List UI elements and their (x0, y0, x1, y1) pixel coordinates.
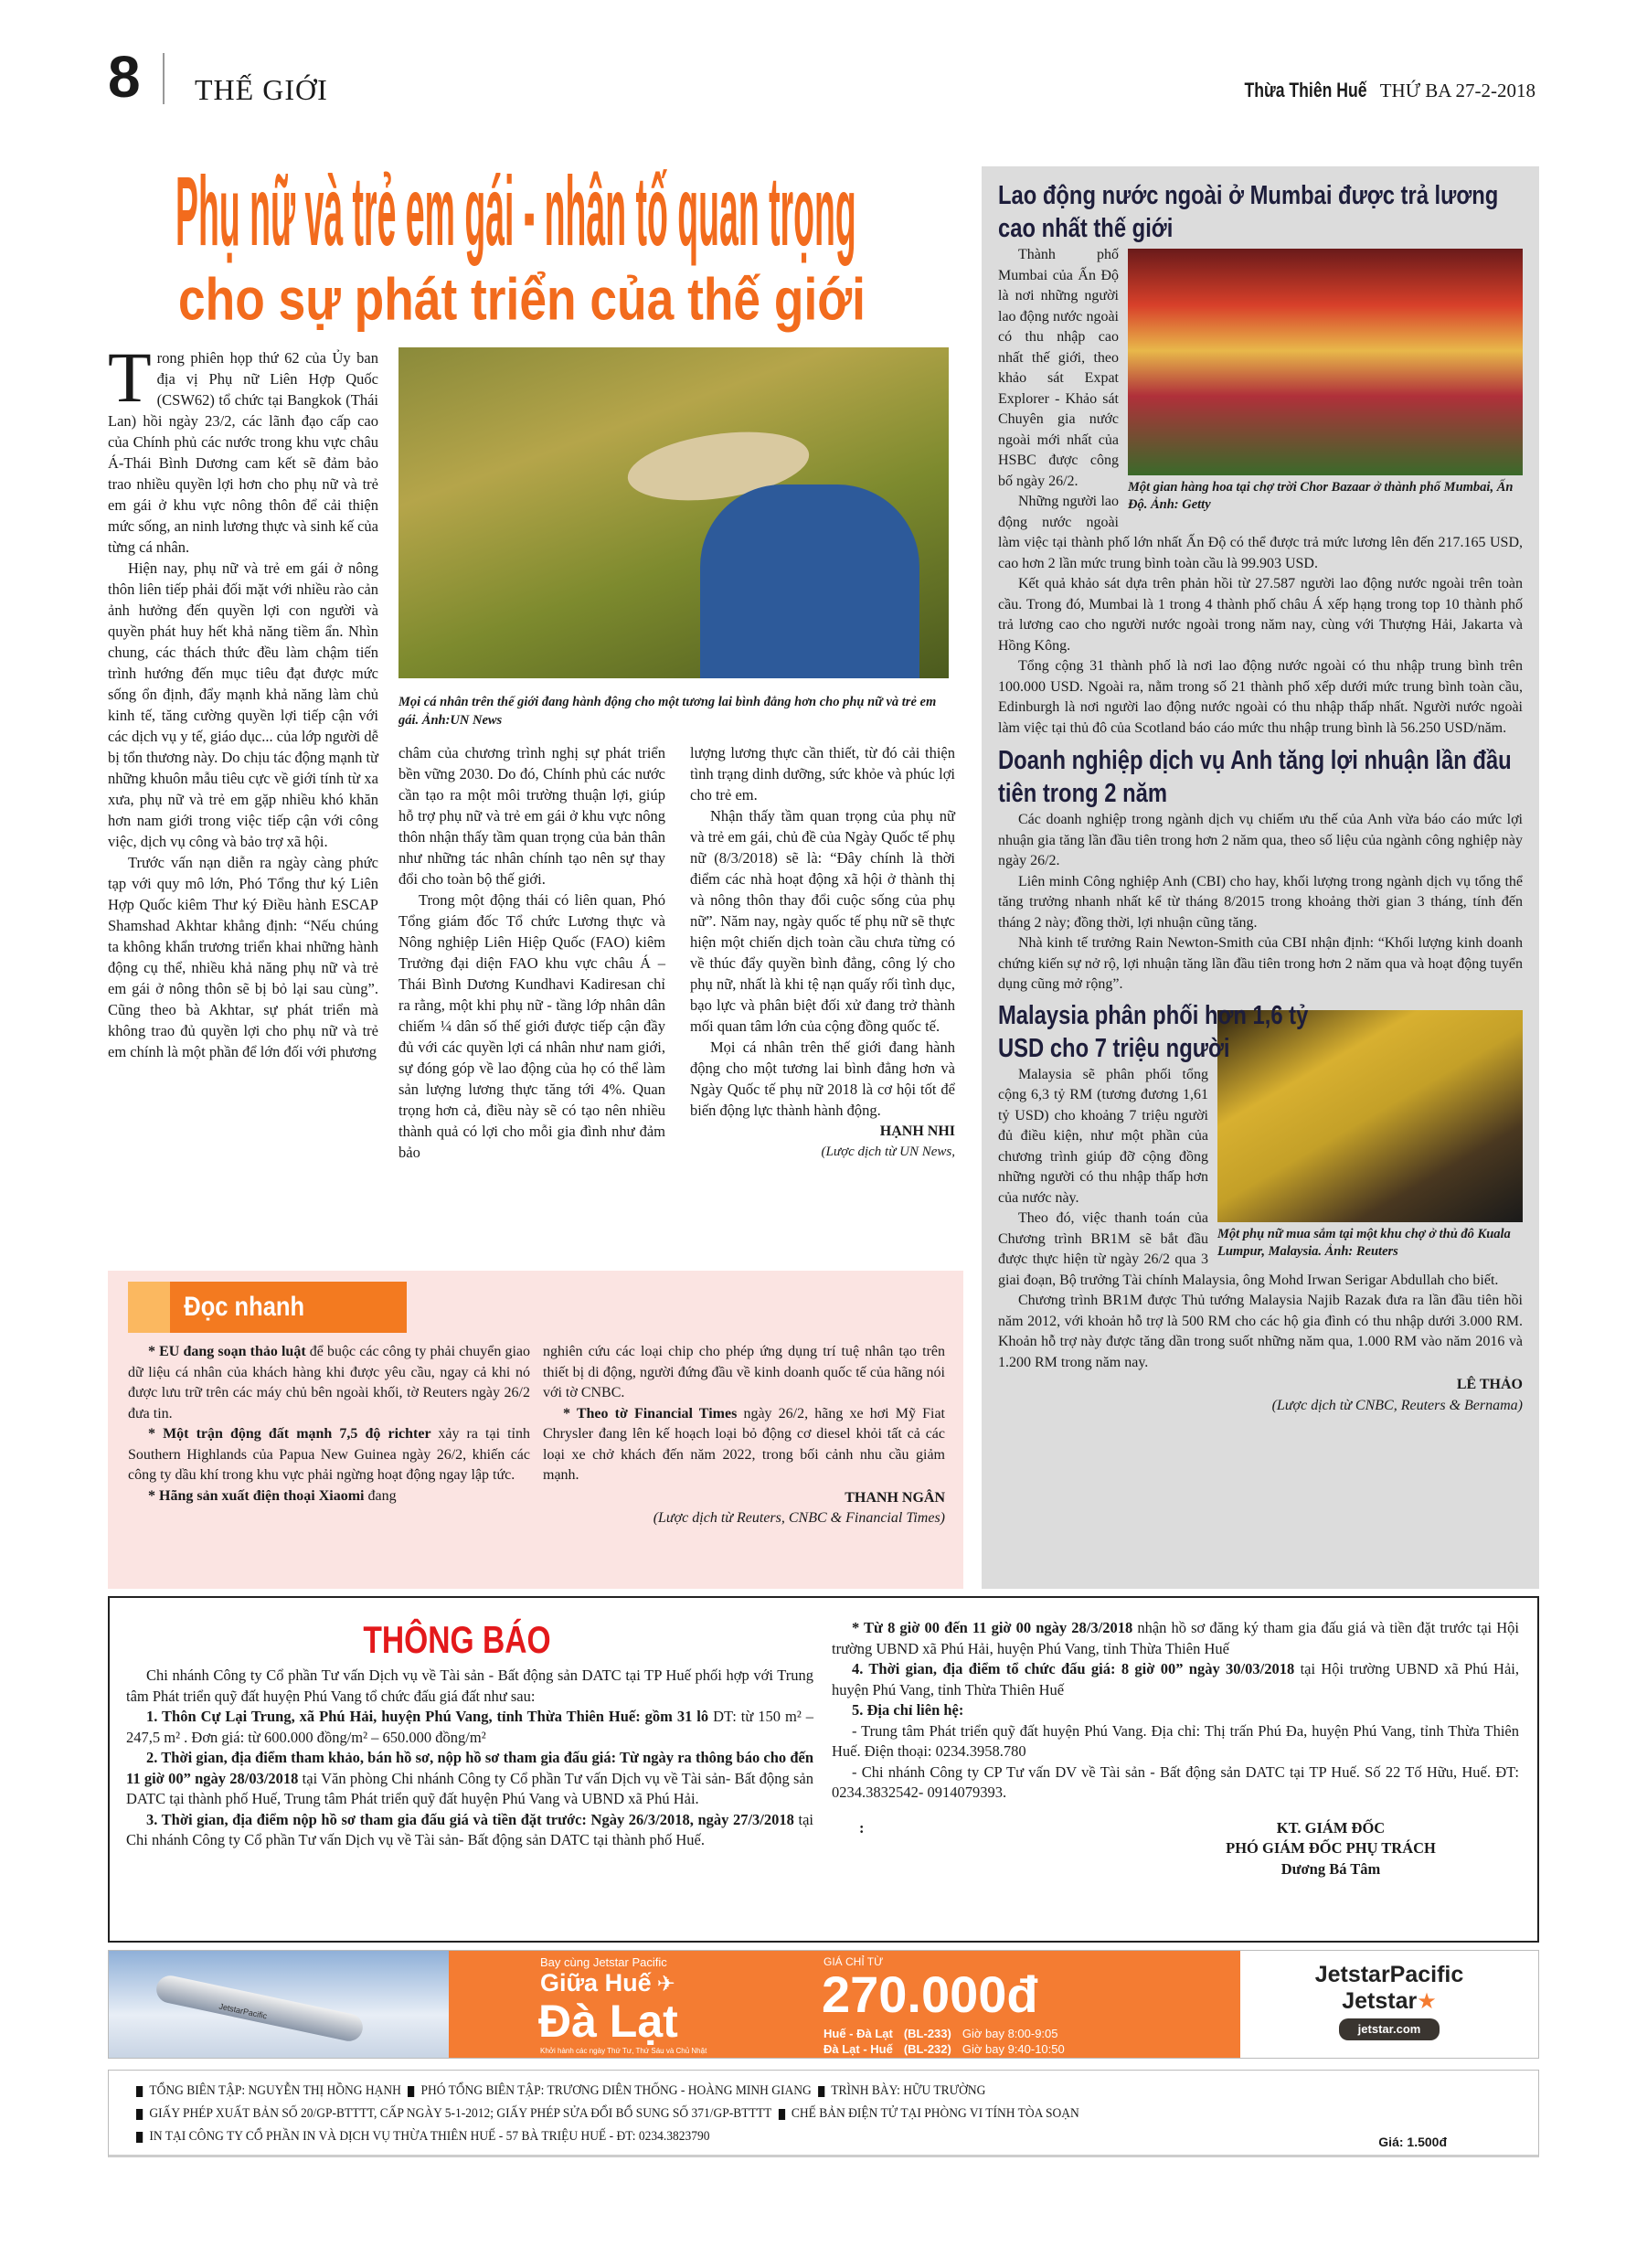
quick-read-column-1 (128, 1342, 530, 1507)
flight-2-route: Đà Lạt - Huế (824, 2042, 893, 2056)
paragraph: Trước vấn nạn diễn ra ngày càng phức tạp với quy mô lớn, Phó Tổng thư ký Liên Hợp Quốc kiêm Thư ký Điều hành ESCAP Shamshad Akhtar khẳng định: “Nếu chúng ta không khẩn trương triển khai những hành động cụ thể, nhiều khả năng phụ nữ và trẻ em gái ở nông thôn sẽ bị bỏ lại sau cùng”. Cũng theo bà Akhtar, sự phát triển mà không trao đủ quyền lợi cho phụ nữ và trẻ em chính là một phần để lớn đối với phương (108, 854, 378, 1060)
headline-line1: Phụ nữ và trẻ em gái - nhân tố quan trọng (175, 157, 856, 267)
masthead (1214, 79, 1535, 102)
colon: : (859, 1818, 865, 1837)
flight-2-time: Giờ bay 9:40-10:50 (962, 2042, 1065, 2056)
ad-offer (449, 1951, 1240, 2058)
paragraph-lead: * EU đang soạn thảo luật (148, 1344, 310, 1359)
paragraph-lead: 2. Thời gian, địa điểm tham khảo, bán hồ sơ, nộp hồ sơ tham gia đấu giá: Từ ngày ra thông báo cho đến 11 giờ 00” ngày 28/03/2018 (126, 1749, 813, 1787)
notice-column-1 (126, 1666, 813, 1851)
paragraph: 4. Thời gian, địa điểm tổ chức đấu giá: 8 giờ 00” ngày 30/03/2018 tại Hội trường UBND xã Phú Hải, huyện Phú Vang, tỉnh Thừa Thiên Huế (832, 1660, 1519, 1698)
paragraph: Theo đó, việc thanh toán của Chương trình BR1M sẽ bắt đầu được thực hiện từ ngày 26/2 qua 3 giai đoạn, Bộ trưởng Tài chính Malaysia, ông Mohd Irwan Serigar Abdullah cho biết. (998, 1210, 1499, 1288)
author: THANH NGÂN (845, 1489, 945, 1506)
paragraph-lead: 3. Thời gian, địa điểm nộp hồ sơ tham gia đấu giá và tiền đặt trước: Ngày 26/3/2018, ngày 27/3/2018 (146, 1810, 799, 1828)
paragraph: Tổng cộng 31 thành phố là nơi lao động nước ngoài có thu nhập trung bình trên 100.000 USD. Ngoài ra, nằm trong số 21 thành phố xếp dưới mức trung bình toàn cầu, Edinburgh là nơi người lao động nước ngoài có thu nhập thấp nhất. Người nước ngoài làm việc tại thủ đô của Scotland báo cáo mức thu nhập trung bình là 56.250 USD/năm. (998, 658, 1523, 736)
mumbai-flower-stall-photo (1128, 249, 1523, 475)
mumbai-photo-figure (1128, 249, 1523, 514)
farmer-photo (398, 347, 949, 678)
ad-route-2: Đà Lạt (538, 1996, 678, 2047)
paragraph-lead: * Hãng sản xuất điện thoại Xiaomi (148, 1487, 368, 1504)
flight-1-code: (BL-233) (903, 2027, 951, 2040)
printer-info: IN TẠI CÔNG TY CỔ PHẦN IN VÀ DỊCH VỤ THỪA THIÊN HUẾ - 57 BÀ TRIỆU HUẾ - ĐT: 0234.3823790 (149, 2129, 710, 2144)
paragraph: Malaysia sẽ phân phối tổng cộng 6,3 tỷ RM (tương đương 1,61 tỷ USD) cho khoảng 7 triệu người đủ điều kiện, như một phần của chương trình giúp đỡ cộng đồng những người có thu nhập thấp hơn của nước này. (998, 1066, 1208, 1206)
jetstar-logo-panel (1240, 1951, 1538, 2058)
paragraph: - Trung tâm Phát triển quỹ đất huyện Phú Vang. Địa chỉ: Thị trấn Phú Đa, huyện Phú Vang, tỉnh Thừa Thiên Huế. Điện thoại: 0234.3958.780 (832, 1721, 1519, 1760)
paragraph: 1. Thôn Cự Lại Trung, xã Phú Hải, huyện Phú Vang, tỉnh Thừa Thiên Huế: gồm 31 lô DT: từ 150 m² – 247,5 m² . Đơn giá: từ 600.000 đồng/m² – 650.000 đồng/m² (126, 1708, 813, 1746)
notice-box (108, 1596, 1539, 1943)
paragraph: * Theo tờ Financial Times ngày 26/2, hãng xe hơi Mỹ Fiat Chrysler đang lên kế hoạch loại bỏ động cơ diesel khỏi tất cả các loại xe chở khách đến năm 2022, trong bối cảnh nhu cầu giảm mạnh. (543, 1405, 945, 1483)
section-title: THẾ GIỚI (195, 73, 328, 106)
paragraph-lead: 4. Thời gian, địa điểm tổ chức đấu giá: 8 giờ 00” ngày 30/03/2018 (852, 1660, 1301, 1677)
plane-livery: JetstarPacific (218, 2001, 269, 2021)
story-title: Malaysia phân phối hơn 1,6 tỷ USD cho 7 triệu người (998, 1000, 1309, 1063)
photo-caption: Một gian hàng hoa tại chợ trời Chor Bazaar ở thành phố Mumbai, Ấn Độ. Ảnh: Getty (1128, 480, 1514, 512)
article-column-3 (690, 742, 955, 1163)
drop-cap: T (108, 337, 152, 417)
paragraph-lead: * Theo tờ Financial Times (563, 1405, 744, 1421)
paragraph: Thành phố Mumbai của Ấn Độ là nơi những người lao động nước ngoài có thu nhập cao nhất thế giới, theo khảo sát Expat Explorer - Khảo sát Chuyên gia nước ngoài mới nhất của HSBC được công bố ngày 26/2. (998, 247, 1119, 489)
editor-in-chief: TỔNG BIÊN TẬP: NGUYỄN THỊ HỒNG HẠNH (149, 2083, 401, 2098)
paragraph: Kết quả khảo sát dựa trên phản hồi từ 27.587 người lao động nước ngoài trên toàn cầu. Trong đó, Mumbai là 1 trong 4 thành phố châu Á xếp hạng trong top 10 thành phố trả lương cao cho người nước ngoài trong năm nay, cùng với Thượng Hải, Jakarta và Hồng Kông. (998, 576, 1523, 654)
publishing-license: GIẤY PHÉP XUẤT BẢN SỐ 20/GP-BTTTT, CẤP NGÀY 5-1-2012; GIẤY PHÉP SỬA ĐỔI BỔ SUNG SỐ 371/GP-BTTTT (149, 2106, 772, 2121)
paragraph: Chi nhánh Công ty Cổ phần Tư vấn Dịch vụ về Tài sản - Bất động sản DATC tại TP Huế phối hợp với Trung tâm Phát triển quỹ đất huyện Phú Vang tổ chức đấu giá đất như sau: (126, 1666, 813, 1705)
issue-date: THỨ BA 27-2-2018 (1379, 80, 1535, 101)
paragraph: - Chi nhánh Công ty CP Tư vấn DV về Tài sản - Bất động sản DATC tại TP Huế. Số 22 Tố Hữu, Huế. ĐT: 0234.3832542- 0914079393. (832, 1762, 1519, 1801)
paragraph: châm của chương trình nghị sự phát triển bền vững 2030. Do đó, Chính phủ các nước cần tạo ra một môi trường thuận lợi, giúp hỗ trợ phụ nữ và trẻ em gái ở khu vực nông thôn nhận thấy tầm quan trọng của bản thân như những tác nhân chính tạo nên sự thay đổi cho toàn bộ thế giới. (398, 744, 665, 888)
signer-name: Dương Bá Tâm (1280, 1859, 1381, 1878)
story-title: Lao động nước ngoài ở Mumbai được trả lương cao nhất thế giới (998, 181, 1499, 243)
paragraph: 3. Thời gian, địa điểm nộp hồ sơ tham gia đấu giá và tiền đặt trước: Ngày 26/3/2018, ngày 27/3/2018 tại Chi nhánh Công ty Cổ phần Tư vấn Dịch vụ về Tài sản- Bất động sản DATC tại thành phố Huế. (126, 1810, 813, 1848)
ad-price: 270.000đ (822, 1965, 1038, 2023)
paragraph (832, 1700, 1519, 1721)
quick-read-column-2 (543, 1342, 945, 1529)
header-divider (163, 53, 165, 104)
airplane-image (109, 1951, 449, 2058)
paragraph: rong phiên họp thứ 62 của Ủy ban địa vị Phụ nữ Liên Hợp Quốc (CSW62) tổ chức tại Bangkok (Thái Lan) hồi ngày 23/2, các lãnh đạo cấp cao của Chính phủ các nước trong khu vực châu Á-Thái Bình Dương cam kết sẽ đảm bảo trao nhiều quyền lợi hơn cho phụ nữ và trẻ em gái ở khu vực nông thôn để cải thiện mức sống, an ninh lương thực và sinh kế của từng cá nhân. (108, 349, 378, 556)
author: HẠNH NHI (879, 1123, 955, 1139)
paragraph: * Một trận động đất mạnh 7,5 độ richter xảy ra tại tỉnh Southern Highlands của Papua New Guinea ngày 26/2, khiến các công ty dầu khí trong khu vực phải ngừng hoạt động ngay lập tức. (128, 1426, 531, 1483)
article-column-2 (398, 742, 665, 1163)
paragraph: Mọi cá nhân trên thế giới đang hành động cho một tương lai bình đẳng hơn và Ngày Quốc tế phụ nữ 2018 là cơ hội tốt để biến động lực thành hành động. (690, 1038, 955, 1119)
quick-read-label (128, 1282, 407, 1333)
flight-1-route: Huế - Đà Lạt (824, 2027, 893, 2040)
cover-price: Giá: 1.500đ (1378, 2135, 1447, 2149)
newspaper-brand: Thừa Thiên Huế (1244, 79, 1367, 101)
article-column-1 (108, 337, 378, 1062)
typesetting-credit: CHẾ BẢN ĐIỆN TỬ TẠI PHÒNG VI TÍNH TÒA SOẠN (791, 2106, 1079, 2121)
layout-credit: TRÌNH BÀY: HỮU TRƯỜNG (831, 2083, 986, 2098)
ad-route-1: Giữa Huế (540, 1969, 652, 1996)
paragraph: * Từ 8 giờ 00 đến 11 giờ 00 ngày 28/3/2018 nhận hồ sơ đăng ký tham gia đấu giá và tiền đặt trước tại Hội trường UBND xã Phú Hải, huyện Phú Vang, tỉnh Thừa Thiên Huế (832, 1619, 1519, 1657)
paragraph: Trong một động thái có liên quan, Phó Tổng giám đốc Tổ chức Lương thực và Nông nghiệp Liên Hiệp Quốc (FAO) kiêm Trưởng đại diện FAO khu vực châu Á – Thái Bình Dương Kundhavi Kadiresan chỉ ra rằng, một khi phụ nữ - tầng lớp nhân dân chiếm ¼ dân số thế giới được tiếp cận đầy đủ với các quyền lợi cá nhân như nam giới, sự đóng góp về lao động của họ có thể làm sản lượng lương thực tăng tới 4%. Quan trọng hơn cả, điều này sẽ có tạo nên nhiều thành quả có lợi cho mỗi gia đình như đảm bảo (398, 891, 665, 1161)
source: (Lược dịch từ CNBC, Reuters & Bernama) (1271, 1397, 1523, 1413)
jetstar-pacific-logo: JetstarPacific (1314, 1962, 1464, 1987)
photo-caption: Một phụ nữ mua sắm tại một khu chợ ở thủ đô Kuala Lumpur, Malaysia. Ảnh: Reuters (1217, 1226, 1511, 1259)
quick-read-box (108, 1271, 963, 1589)
ad-days: Khởi hành các ngày Thứ Tư, Thứ Sáu và Chủ Nhật (540, 2047, 707, 2055)
paragraph-lead: 5. Địa chỉ liên hệ: (852, 1701, 964, 1719)
headline-line2: cho sự phát triển của thế giới (178, 266, 866, 334)
plane-icon: ✈ (656, 1972, 675, 1996)
deputy-editors: PHÓ TỔNG BIÊN TẬP: TRƯƠNG DIÊN THỐNG - HOÀNG MINH GIANG (420, 2083, 812, 2098)
paragraph: * EU đang soạn thảo luật để buộc các công ty phải chuyển giao dữ liệu cá nhân của khách hàng khi được yêu cầu, ngay cả khi nó được lưu trữ trên các máy chủ bên ngoài khối, tờ Reuters ngày 26/2 đưa tin. (128, 1344, 531, 1421)
quick-read-title: Đọc nhanh (184, 1292, 305, 1322)
paragraph: Liên minh Công nghiệp Anh (CBI) cho hay, khối lượng trong ngành dịch vụ tổng thể tăng trưởng nhanh nhất kể từ tháng 8/2015 trong khoảng thời gian 3 tháng, tính đến tháng 2 này; đồng thời, lợi nhuận cũng tăng. (998, 873, 1523, 931)
source: (Lược dịch từ UN News, (821, 1145, 955, 1159)
paragraph: Nhận thấy tầm quan trọng của phụ nữ và trẻ em gái, chủ đề của Ngày Quốc tế phụ nữ (8/3/2018) sẽ là: “Đây chính là thời điểm các nhà hoạt động xã hội ở thành thị và nông thôn thay đổi cuộc sống của phụ nữ”. Năm nay, ngày quốc tế phụ nữ sẽ thực hiện một chiến dịch toàn cầu chưa từng có về thúc đẩy quyền bình đẳng, công lý cho phụ nữ, nhất là khi tệ nạn quấy rối tình dục, bạo lực và phân biệt đối xử đang trở thành mối quan tâm lớn của cộng đồng quốc tế. (690, 807, 955, 1035)
page-number: 8 (108, 44, 141, 110)
star-icon: ★ (1417, 1989, 1437, 2014)
photo-caption: Mọi cá nhân trên thế giới đang hành động cho một tương lai bình đẳng hơn cho phụ nữ và trẻ em gái. Ảnh:UN News (398, 695, 937, 728)
paragraph-lead: * Một trận động đất mạnh 7,5 độ richter (148, 1426, 439, 1442)
paragraph: Những người lao động nước ngoài làm việc tại thành phố lớn nhất Ấn Độ có thể được trả mức lương lên đến 217.165 USD, cao hơn 2 lần mức trung bình toàn cầu là 99.903 USD. (998, 494, 1523, 571)
flight-2-code: (BL-232) (903, 2042, 951, 2056)
jetstar-advertisement[interactable] (108, 1950, 1539, 2059)
imprint-footer (108, 2070, 1539, 2157)
ad-price-label: GIÁ CHỈ TỪ (824, 1955, 884, 1968)
author: LÊ THẢO (1456, 1377, 1523, 1392)
website-button[interactable]: jetstar.com (1339, 2018, 1440, 2040)
paragraph-lead: * Từ 8 giờ 00 đến 11 giờ 00 ngày 28/3/2018 (852, 1619, 1138, 1636)
ad-tagline: Bay cùng Jetstar Pacific (540, 1955, 667, 1969)
paragraph: lượng lương thực cần thiết, từ đó cải thiện tình trạng dinh dưỡng, sức khỏe và phúc lợi cho trẻ em. (690, 744, 955, 804)
signer-title: KT. GIÁM ĐỐC (1276, 1818, 1386, 1837)
flight-1-time: Giờ bay 8:00-9:05 (962, 2027, 1058, 2040)
paragraph: Chương trình BR1M được Thủ tướng Malaysia Najib Razak đưa ra lần đầu tiên hồi năm 2012, với khoản hỗ trợ là 500 RM cho các hộ gia đình có thu nhập dưới 3.000 RM. Khoản hỗ trợ này được tăng dần trong suốt những năm qua, 1.000 RM vào năm 2016 và 1.200 RM trong năm nay. (998, 1293, 1523, 1370)
paragraph: 2. Thời gian, địa điểm tham khảo, bán hồ sơ, nộp hồ sơ tham gia đấu giá: Từ ngày ra thông báo cho đến 11 giờ 00” ngày 28/03/2018 tại Văn phòng Chi nhánh Công ty Cổ phần Tư vấn Dịch vụ về Tài sản- Bất động sản DATC tại thành phố Huế, Trung tâm Phát triển quỹ đất huyện Phú Vang và UBND xã Phú Hải. (126, 1749, 814, 1807)
paragraph: Các doanh nghiệp trong ngành dịch vụ chiếm ưu thế của Anh vừa báo cáo mức lợi nhuận gia tăng lần đầu tiên trong hơn 2 năm qua, theo số liệu của ngành công nghiệp này ngày 26/2. (998, 812, 1523, 868)
notice-title: THÔNG BÁO (363, 1618, 551, 1661)
jetstar-logo: Jetstar (1342, 1988, 1418, 2014)
paragraph: * Hãng sản xuất điện thoại Xiaomi đang (148, 1487, 397, 1504)
paragraph: Hiện nay, phụ nữ và trẻ em gái ở nông thôn liên tiếp phải đối mặt với nhiều rào cản ảnh hưởng đến quyền lợi con người và quyền phát huy hết khả năng tiềm ẩn. Nhìn chung, các thách thức đều làm chậm tiến trình hướng đến mục tiêu đạt được mức sống ổn định, đẩy mạnh khả năng làm chủ kinh tế, tăng cường quyền lợi tiếp cận với các dịch vụ y tế, giáo dục... của lớp người dễ bị tổn thương này. Do chịu tác động mạnh từ những khuôn mẫu tiêu cực về giới tính từ xa xưa, phụ nữ và trẻ em gặp nhiều khó khăn hơn nam giới trong việc tiếp cận với công việc, dịch vụ công và bảo trợ xã hội. (108, 559, 378, 850)
paragraph: Nhà kinh tế trưởng Rain Newton-Smith của CBI nhận định: “Khối lượng kinh doanh chứng kiến sự nở rộ, lợi nhuận tăng lần đầu tiên trong hơn 2 năm qua và hoạt động tuyển dụng cũng mở rộng”. (998, 935, 1523, 992)
source: (Lược dịch từ Reuters, CNBC & Financial Times) (653, 1510, 945, 1526)
paragraph: nghiên cứu các loại chip cho phép ứng dụng trí tuệ nhân tạo trên thiết bị di động, người đứng đầu về kinh doanh quốc tế của hãng nói với tờ CNBC. (543, 1344, 945, 1400)
signer-subtitle: PHÓ GIÁM ĐỐC PHỤ TRÁCH (1226, 1839, 1436, 1857)
notice-column-2 (832, 1618, 1519, 1879)
world-news-box (982, 166, 1539, 1589)
signature-area (832, 1818, 1519, 1880)
paragraph-lead: 1. Thôn Cự Lại Trung, xã Phú Hải, huyện Phú Vang, tỉnh Thừa Thiên Huế: gồm 31 lô (146, 1708, 714, 1725)
story-title: Doanh nghiệp dịch vụ Anh tăng lợi nhuận lần đầu tiên trong 2 năm (998, 746, 1512, 808)
